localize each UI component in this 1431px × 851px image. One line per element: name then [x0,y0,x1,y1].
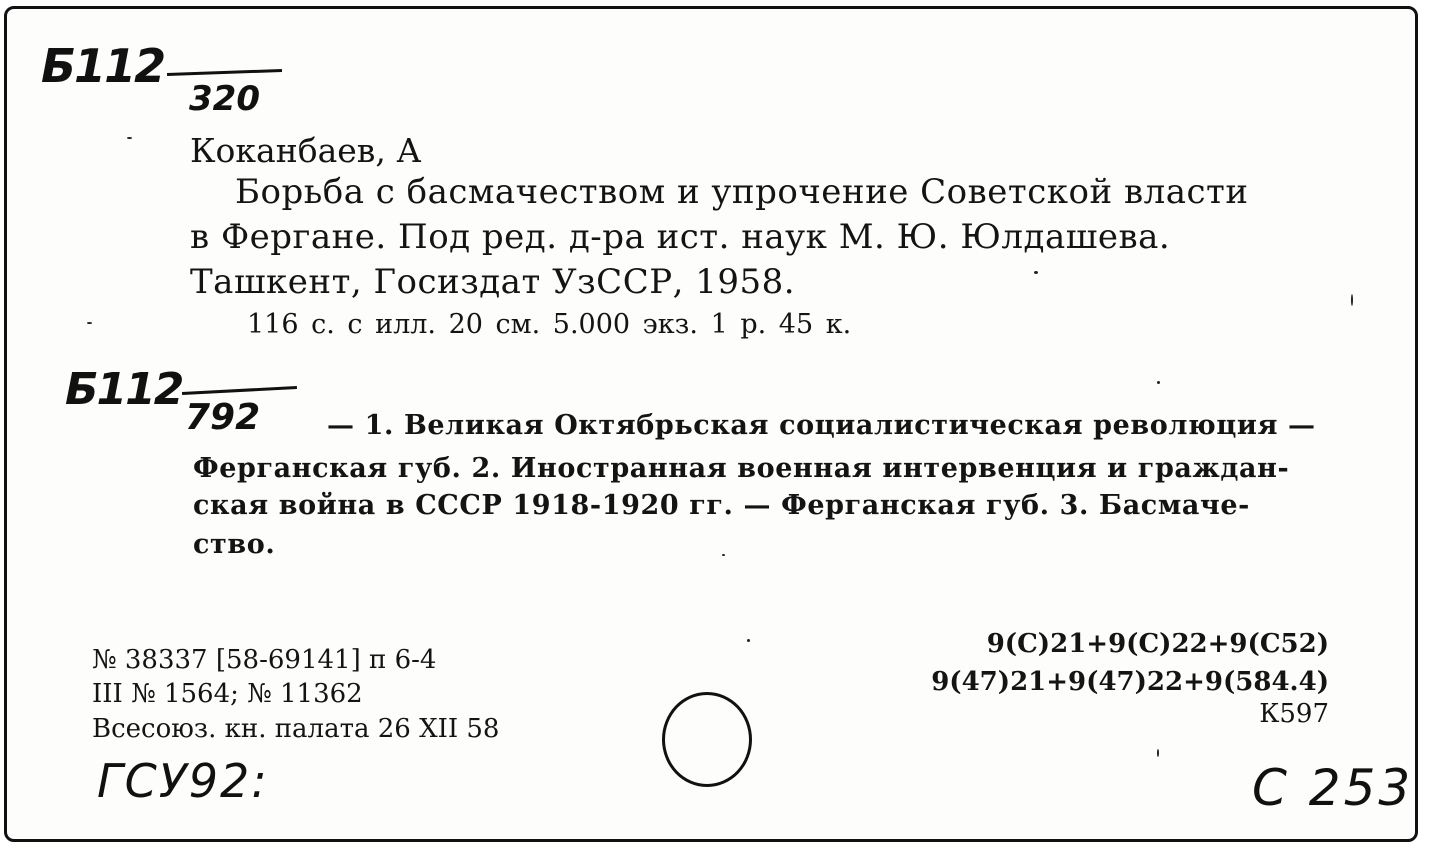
register-line-3: Всесоюз. кн. палата 26 XII 58 [92,714,500,744]
handwritten-note-left: ГСУ92: [97,754,269,808]
ink-speck [747,639,750,642]
ink-speck [1157,381,1160,384]
collation: 116 с. с илл. 20 см. 5.000 экз. 1 р. 45 к. [247,309,852,340]
shelf-mark-middle-number: 792 [185,397,261,438]
ink-speck [87,322,92,324]
shelf-mark-top-number: 320 [189,79,260,119]
register-line-2: III № 1564; № 11362 [92,679,363,709]
subject-line-4: ство. [193,529,276,560]
shelf-mark-top-divider [167,69,282,76]
handwritten-note-right: С 253 [1252,759,1414,817]
punch-hole [662,692,752,787]
subject-line-3: ская война в СССР 1918-1920 гг. — Ферганская губ. 3. Басмаче- [193,490,1250,521]
ink-speck [1034,271,1038,274]
ink-speck [1157,749,1159,757]
title-line-2: в Фергане. Под ред. д-ра ист. наук М. Ю. Юлдашева. [190,217,1171,257]
title-line-3: Ташкент, Госиздат УзССР, 1958. [190,262,796,302]
subject-line-1: — 1. Великая Октябрьская социалистическая революция — [327,410,1316,441]
shelf-mark-middle-divider [182,386,297,395]
classification-line-3: К597 [1259,699,1329,729]
shelf-mark-middle: Б112 [65,364,183,415]
shelf-mark-top: Б112 [41,39,165,93]
catalog-card [4,6,1418,842]
author: Коканбаев, А [190,131,422,170]
ink-speck [1351,294,1353,306]
register-line-1: № 38337 [58-69141] п 6-4 [92,645,437,675]
subject-line-2: Ферганская губ. 2. Иностранная военная интервенция и граждан- [193,453,1290,484]
ink-speck [722,554,725,556]
ink-speck [127,137,132,139]
classification-line-2: 9(47)21+9(47)22+9(584.4) [931,667,1329,697]
title-line-1: Борьба с басмачеством и упрочение Советской власти [235,172,1249,212]
classification-line-1: 9(С)21+9(С)22+9(С52) [986,629,1329,659]
